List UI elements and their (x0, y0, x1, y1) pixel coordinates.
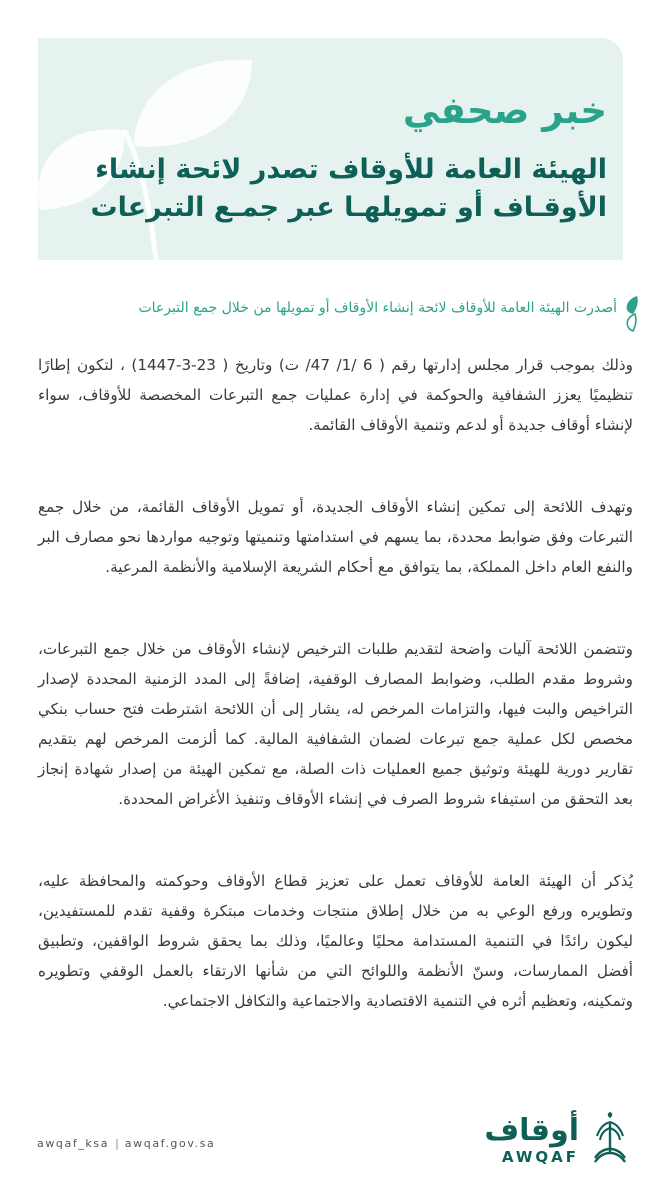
saudi-emblem-icon (589, 1112, 631, 1168)
leaf-icon (623, 294, 639, 332)
footer-separator: | (115, 1137, 119, 1150)
subtitle-row (39, 294, 639, 334)
paragraph: وتهدف اللائحة إلى تمكين إنشاء الأوقاف الجديدة، أو تمويل الأوقاف القائمة، من خلال جمع التبرعات وفق ضوابط محددة، بما يسهم في استدامتها وتنميتها وتوجيه مواردها نحو مصارف البر والنفع العام داخل المملكة، بما يتوافق مع أحكام الشريعة الإسلامية والأنظمة المرعية. (38, 498, 633, 576)
article-body (38, 350, 633, 1068)
news-label: خبر صحفي (402, 89, 607, 132)
paragraph: وتتضمن اللائحة آليات واضحة لتقديم طلبات الترخيص لإنشاء الأوقاف من خلال جمع التبرعات، وشروط مقدم الطلب، وضوابط المصارف الوقفية، إضافةً إلى المدد الزمنية المحددة لإصدار التراخيص والبت فيها، والتزامات المرخص له، يشار إلى أن اللائحة اشترطت فتح حساب بنكي مخصص لكل عملية جمع تبرعات لضمان الشفافية المالية. كما ألزمت المرخص لهم بتقديم تقارير دورية للهيئة وتوثيق جميع العمليات ذات الصلة، مع تمكين الهيئة من إصدار شهادة إنجاز بعد التحقق من استيفاء شروط الصرف في إنشاء الأوقاف وتنفيذ الأغراض المحددة. (38, 640, 633, 808)
subtitle: أصدرت الهيئة العامة للأوقاف لائحة إنشاء الأوقاف أو تمويلها من خلال جمع التبرعات (138, 300, 617, 316)
hero-banner (38, 38, 623, 260)
social-handle[interactable]: awqaf_ksa (37, 1137, 110, 1150)
paragraph: وذلك بموجب قرار مجلس إدارتها رقم ( 6 /1/ 47/ ت) وتاريخ ( 23-3-1447) ، لتكون إطارًا تنظيميًا يعزز الشفافية والحوكمة في إدارة عمليات جمع التبرعات المخصصة للأوقاف، سواء لإنشاء أوقاف جديدة أو لدعم وتنمية الأوقاف القائمة. (38, 356, 634, 434)
website-link[interactable]: awqaf.gov.sa (124, 1137, 216, 1150)
footer-links (37, 1137, 215, 1150)
paragraph: يُذكر أن الهيئة العامة للأوقاف تعمل على تعزيز قطاع الأوقاف وحوكمته والمحافظة عليه، وتطويره ورفع الوعي به من خلال إطلاق منتجات وخدمات مبتكرة وقفية تقدم للمستفيدين، ليكون رائدًا في التنمية المستدامة محليًا وعالميًا، وذلك بما يحقق شروط الواقفين، وتطبيق أفضل الممارسات، وسنّ الأنظمة واللوائح التي من شأنها الارتقاء بالعمل الوقفي وتطويره وتمكينه، وتعظيم أثره في التنمية الاقتصادية والاجتماعية والتكافل الاجتماعي. (38, 872, 633, 1010)
logo-english: AWQAF (501, 1148, 579, 1166)
logo-arabic: أوقاف (484, 1113, 579, 1148)
awqaf-logo (451, 1112, 631, 1172)
page-title: الهيئة العامة للأوقاف تصدر لائحة إنشاء الأوقـاف أو تمويلهـا عبر جمـع التبرعات (90, 154, 607, 224)
